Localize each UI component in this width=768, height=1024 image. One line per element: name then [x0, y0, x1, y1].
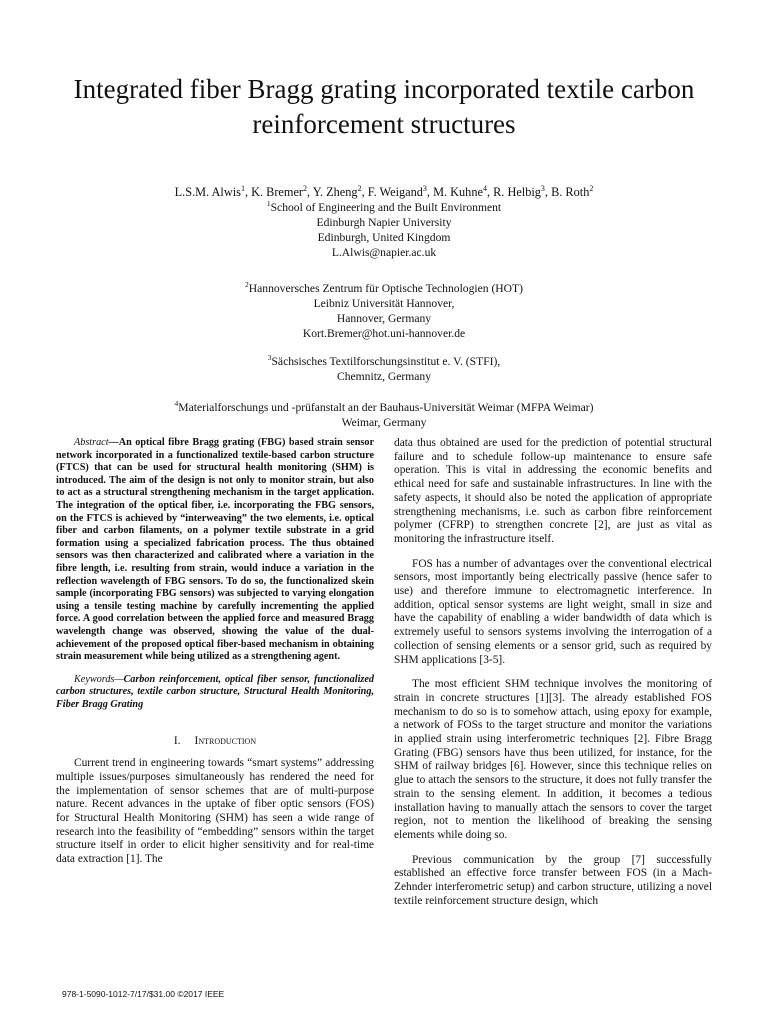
author: K. Bremer — [251, 185, 303, 200]
author: Y. Zheng — [312, 185, 358, 200]
abstract — [56, 437, 374, 664]
affiliation-line: Chemnitz, Germany — [336, 369, 431, 383]
abstract-label: Abstract — [74, 437, 109, 448]
affiliation-line: Hannover, Germany — [336, 311, 432, 325]
affiliation-line: $^4$Materialforschungs und -prüfanstalt an der Bauhaus-Universität Weimar (MFPA Weimar) — [174, 399, 594, 414]
author: F. Weigand — [367, 185, 423, 200]
author-affiliation-marker: 4 — [482, 184, 487, 193]
affiliation-2 — [60, 277, 708, 341]
author-list: L.S.M. Alwis$^1$, K. Bremer$^2$, Y. Zheng$^2$, F. Weigand$^3$, M. Kuhne$^4$, R. Helbig$^3$, B. Roth$^2$ — [174, 184, 594, 200]
affiliation-4 — [60, 396, 708, 430]
affiliation-3 — [60, 350, 708, 384]
affiliation-1 — [60, 196, 708, 260]
keywords-text: Carbon reinforcement, optical fiber sensor, functionalized carbon structures, textile carbon structure, Structural Health Monitoring, Fiber Bragg Grating — [56, 673, 374, 710]
left-column — [56, 437, 374, 867]
section-number: I. — [173, 735, 181, 748]
author: R. Helbig — [493, 185, 541, 200]
right-column — [394, 437, 712, 909]
body-paragraph: data thus obtained are used for the prediction of potential structural failure and to schedule follow-up maintenance to ensure safe operation. This is vital in addressing the economic benefits and ethical need for safe and sustainable infrastructures. In line with the safety aspects, it should also be noted the application of appropriate strengthening mechanisms, i.e. such as carbon fibre reinforcement polymer (CFRP) to strengthen concrete [2], are just as vital as monitoring the infrastructure itself. — [394, 437, 712, 545]
author: M. Kuhne — [433, 185, 483, 200]
author-affiliation-marker: 2 — [357, 184, 362, 193]
author-affiliation-marker: 1 — [240, 184, 245, 193]
affiliation-line: $^2$Hannoversches Zentrum für Optische Technologien (HOT) — [245, 280, 523, 295]
author: L.S.M. Alwis — [174, 185, 241, 200]
affiliation-email: Kort.Bremer@hot.uni-hannover.de — [302, 326, 466, 340]
body-paragraph: Previous communication by the group [7] successfully established an effective force transfer between FOS (in a Mach-Zehnder interferometric setup) and carbon structure, utilizing a novel textile reinforcement structure design, which — [394, 853, 712, 907]
affiliation-line: Edinburgh, United Kingdom — [317, 230, 451, 244]
abstract-text: —An optical fibre Bragg grating (FBG) based strain sensor network incorporated in a functionalized textile-based carbon structure (FTCS) that can be used for structural health monitoring (SHM) is introduced. The aim of the design is not only to monitor strain, but also to act as a structural strengthening mechanism in the target application. The integration of the optical fiber, i.e. incorporating the FBG sensors, on the FTCS is achieved by “interweaving” the two elements, i.e. optical fiber and carbon filaments, on a polymer textile substrate in a grid formation using a specialized fabrication process. The thus obtained sensors was then characterized and calibrated where a variation in the fibre length, i.e. resulting from strain, would induce a variation in the reflection wavelength of FBG sensors. To do so, the functionalized skein sample (incorporating FBG sensors) was subjected to varying elongation using a tensile testing machine by carefully incrementing the applied force. A good correlation between the applied force and measured Bragg wavelength change was observed, showing the value of the dual-achievement of the proposed optical fiber-based mechanism in obtaining strain measurement while being utilized as a strengthening agent. — [56, 437, 374, 663]
affiliation-marker: 1 — [266, 199, 271, 208]
body-paragraph: FOS has a number of advantages over the conventional electrical sensors, most importantly being electrically passive (hence safer to use) and therefore immune to electromagnetic interference. In addition, optical sensor systems are light weight, small in size and have the capability of enabling a wider bandwidth of data which is extremely useful to sensors systems involving the interrogation of a collection of sensing elements or a sensor grid, such as required by SHM applications [3-5]. — [394, 557, 712, 666]
author-affiliation-marker: 3 — [422, 184, 427, 193]
affiliation-line: Edinburgh Napier University — [316, 215, 452, 229]
affiliation-email: L.Alwis@napier.ac.uk — [331, 245, 437, 259]
affiliation-marker: 3 — [267, 353, 272, 362]
body-paragraph: Current trend in engineering towards “smart systems” addressing multiple issues/purposes simultaneously has rendered the need for the implementation of sensor schemes that are of multi-purpose nature. Recent advances in the uptake of fiber optic sensors (FOS) for Structural Health Monitoring (SHM) has seen a wide range of research into the feasibility of “embedding” sensors within the target structure itself in order to elicit higher sensitivity and for real-time data extraction [1]. The — [56, 757, 374, 866]
section-heading — [56, 735, 374, 749]
affiliation-marker: 2 — [245, 280, 249, 289]
body-paragraph: The most efficient SHM technique involves the monitoring of strain in concrete structures [1][3]. The already established FOS mechanism to do so is to somehow attach, using epoxy for example, a network of FOSs to the target structure and monitor the variations in applied strain using interferometric techniques [2]. Fibre Bragg Grating (FBG) sensors have thus been utilized, for instance, for the SHM of railway bridges [6]. However, since this technique relies on glue to attach the sensors to the structure, it does not fully transfer the strain to the sensing element. In addition, it becomes a tedious installation having to manually attach the sensors to cover the target region, not to mention the likelihood of breaking the sensing elements while doing so. — [394, 678, 712, 841]
author-affiliation-marker: 2 — [303, 184, 307, 193]
paper-title: Integrated fiber Bragg grating incorporated textile carbon reinforcement structures — [73, 74, 695, 139]
affiliation-marker: 4 — [174, 399, 179, 408]
affiliation-line: Leibniz Universität Hannover, — [313, 296, 455, 310]
affiliation-line: $^1$School of Engineering and the Built Environment — [266, 199, 502, 214]
author-affiliation-marker: 3 — [540, 184, 545, 193]
keywords-label: Keywords— — [74, 673, 124, 685]
author-affiliation-marker: 2 — [589, 184, 594, 193]
keywords — [56, 674, 374, 712]
author: B. Roth — [551, 185, 590, 200]
affiliation-line: $^3$Sächsisches Textilforschungsinstitut e. V. (STFI), — [267, 353, 501, 368]
copyright-footer: 978-1-5090-1012-7/17/$31.00 ©2017 IEEE — [62, 989, 225, 999]
section-title: Introduction — [194, 735, 257, 748]
affiliation-line: Weimar, Germany — [341, 415, 427, 429]
